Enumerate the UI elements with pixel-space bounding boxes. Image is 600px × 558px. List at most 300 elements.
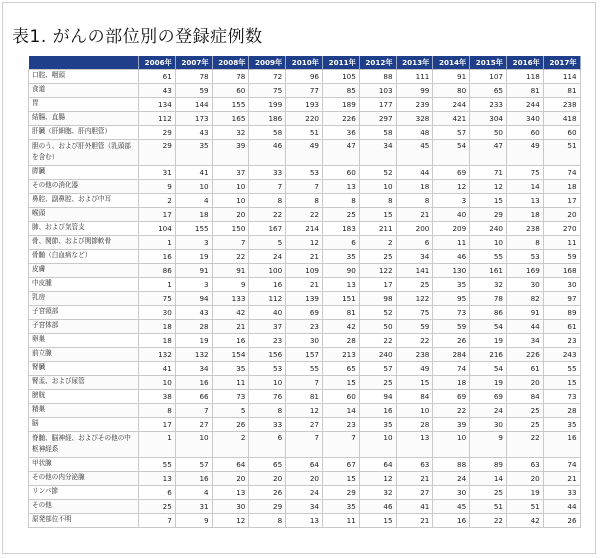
count-cell: 35 (322, 500, 359, 514)
count-cell: 34 (396, 250, 433, 264)
count-cell: 12 (286, 404, 323, 418)
site-name-cell: 骨、関節、および関節軟骨 (29, 236, 139, 250)
count-cell: 328 (396, 112, 433, 126)
count-cell: 15 (359, 514, 396, 528)
count-cell: 15 (543, 376, 580, 390)
count-cell: 12 (359, 472, 396, 486)
count-cell: 8 (249, 404, 286, 418)
count-cell: 5 (249, 236, 286, 250)
count-cell: 226 (322, 112, 359, 126)
site-name-cell: 口腔、咽頭 (29, 70, 139, 84)
count-cell: 103 (359, 84, 396, 98)
count-cell: 78 (175, 70, 212, 84)
count-cell: 214 (286, 222, 323, 236)
count-cell: 141 (396, 264, 433, 278)
count-cell: 58 (359, 126, 396, 140)
count-cell: 15 (396, 376, 433, 390)
count-cell: 13 (139, 472, 176, 486)
count-cell: 7 (286, 180, 323, 194)
count-cell: 81 (322, 306, 359, 320)
count-cell: 85 (322, 84, 359, 98)
count-cell: 33 (249, 418, 286, 432)
count-cell: 21 (396, 208, 433, 222)
count-cell: 132 (139, 348, 176, 362)
count-cell: 78 (470, 292, 507, 306)
count-cell: 61 (506, 362, 543, 376)
count-cell: 60 (506, 126, 543, 140)
count-cell: 17 (359, 278, 396, 292)
count-cell: 30 (139, 306, 176, 320)
count-cell: 60 (212, 84, 249, 98)
count-cell: 28 (543, 404, 580, 418)
count-cell: 67 (322, 458, 359, 472)
count-cell: 57 (433, 126, 470, 140)
count-cell: 304 (470, 112, 507, 126)
table-row (29, 140, 581, 166)
count-cell: 177 (359, 98, 396, 112)
count-cell: 8 (396, 194, 433, 208)
count-cell: 7 (286, 432, 323, 458)
count-cell: 6 (396, 236, 433, 250)
count-cell: 15 (322, 376, 359, 390)
count-cell: 19 (470, 376, 507, 390)
count-cell: 44 (506, 320, 543, 334)
count-cell: 20 (506, 376, 543, 390)
count-cell: 150 (212, 222, 249, 236)
table-row (29, 432, 581, 458)
count-cell: 89 (543, 306, 580, 320)
count-cell: 22 (249, 208, 286, 222)
count-cell: 95 (433, 292, 470, 306)
count-cell: 66 (175, 390, 212, 404)
count-cell: 8 (249, 514, 286, 528)
count-cell: 75 (396, 306, 433, 320)
count-cell: 58 (249, 126, 286, 140)
site-name-cell: リンパ節 (29, 486, 139, 500)
count-cell: 31 (175, 500, 212, 514)
count-cell: 53 (249, 362, 286, 376)
count-cell: 183 (322, 222, 359, 236)
count-cell: 44 (543, 500, 580, 514)
count-cell: 42 (212, 306, 249, 320)
count-cell: 1 (139, 236, 176, 250)
count-cell: 20 (249, 472, 286, 486)
site-name-cell: 肝臓（肝細胞、肝内胆管） (29, 126, 139, 140)
count-cell: 7 (175, 404, 212, 418)
count-cell: 69 (286, 306, 323, 320)
count-cell: 132 (175, 348, 212, 362)
count-cell: 71 (470, 166, 507, 180)
count-cell: 9 (212, 278, 249, 292)
count-cell: 100 (249, 264, 286, 278)
site-name-cell: 子宮頸部 (29, 306, 139, 320)
count-cell: 161 (470, 264, 507, 278)
count-cell: 41 (175, 166, 212, 180)
count-cell: 105 (322, 70, 359, 84)
count-cell: 270 (543, 222, 580, 236)
count-cell: 59 (433, 320, 470, 334)
site-name-cell: 前立腺 (29, 348, 139, 362)
count-cell: 10 (175, 432, 212, 458)
count-cell: 12 (470, 180, 507, 194)
site-name-cell: 脳 (29, 418, 139, 432)
site-name-cell: 皮膚 (29, 264, 139, 278)
count-cell: 1 (139, 278, 176, 292)
count-cell: 7 (249, 180, 286, 194)
count-cell: 69 (433, 390, 470, 404)
count-cell: 69 (470, 390, 507, 404)
count-cell: 65 (322, 362, 359, 376)
count-cell: 122 (396, 292, 433, 306)
count-cell: 10 (359, 180, 396, 194)
count-cell: 90 (322, 264, 359, 278)
count-cell: 18 (396, 180, 433, 194)
count-cell: 16 (543, 432, 580, 458)
count-cell: 16 (139, 250, 176, 264)
count-cell: 107 (470, 70, 507, 84)
count-cell: 28 (322, 334, 359, 348)
count-cell: 421 (433, 112, 470, 126)
count-cell: 18 (139, 320, 176, 334)
count-cell: 17 (543, 194, 580, 208)
count-cell: 59 (175, 84, 212, 98)
count-cell: 8 (506, 236, 543, 250)
count-cell: 18 (506, 208, 543, 222)
count-cell: 2 (139, 194, 176, 208)
count-cell: 24 (286, 486, 323, 500)
count-cell: 41 (139, 362, 176, 376)
count-cell: 73 (433, 306, 470, 320)
count-cell: 60 (543, 126, 580, 140)
count-cell: 20 (212, 472, 249, 486)
count-cell: 37 (249, 320, 286, 334)
table-row (29, 514, 581, 528)
count-cell: 144 (175, 98, 212, 112)
count-cell: 30 (286, 334, 323, 348)
count-cell: 1 (139, 432, 176, 458)
count-cell: 340 (506, 112, 543, 126)
count-cell: 10 (139, 376, 176, 390)
table-row (29, 418, 581, 432)
count-cell: 112 (139, 112, 176, 126)
count-cell: 53 (286, 166, 323, 180)
site-name-cell: 卵巣 (29, 334, 139, 348)
count-cell: 19 (470, 334, 507, 348)
count-cell: 59 (396, 320, 433, 334)
table-row (29, 404, 581, 418)
site-name-cell: 甲状腺 (29, 458, 139, 472)
count-cell: 46 (433, 250, 470, 264)
count-cell: 23 (286, 320, 323, 334)
count-cell: 14 (322, 404, 359, 418)
count-cell: 40 (433, 208, 470, 222)
count-cell: 49 (396, 362, 433, 376)
site-name-cell: 腎盂、および尿管 (29, 376, 139, 390)
count-cell: 18 (433, 376, 470, 390)
count-cell: 7 (286, 376, 323, 390)
count-cell: 61 (543, 320, 580, 334)
count-cell: 22 (506, 432, 543, 458)
header-year-cell: 2013年 (396, 56, 433, 70)
count-cell: 4 (175, 486, 212, 500)
count-cell: 238 (506, 222, 543, 236)
count-cell: 52 (359, 166, 396, 180)
count-cell: 30 (212, 500, 249, 514)
count-cell: 88 (433, 458, 470, 472)
count-cell: 12 (212, 514, 249, 528)
count-cell: 98 (359, 292, 396, 306)
count-cell: 97 (543, 292, 580, 306)
count-cell: 94 (175, 292, 212, 306)
count-cell: 76 (249, 390, 286, 404)
count-cell: 111 (396, 70, 433, 84)
count-cell: 28 (175, 320, 212, 334)
table-row (29, 306, 581, 320)
count-cell: 54 (470, 362, 507, 376)
count-cell: 22 (470, 514, 507, 528)
count-cell: 16 (212, 334, 249, 348)
table-row (29, 390, 581, 404)
count-cell: 151 (322, 292, 359, 306)
count-cell: 55 (543, 362, 580, 376)
count-cell: 74 (543, 458, 580, 472)
table-row (29, 292, 581, 306)
count-cell: 42 (322, 320, 359, 334)
count-cell: 3 (175, 236, 212, 250)
count-cell: 6 (322, 236, 359, 250)
header-year-cell: 2008年 (212, 56, 249, 70)
count-cell: 186 (249, 112, 286, 126)
count-cell: 20 (506, 472, 543, 486)
count-cell: 18 (139, 334, 176, 348)
count-cell: 74 (433, 362, 470, 376)
table-body (29, 70, 581, 528)
count-cell: 25 (322, 208, 359, 222)
site-name-cell: 脊髄、脳神経、およびその他の中枢神経系 (29, 432, 139, 458)
count-cell: 155 (212, 98, 249, 112)
header-year-cell: 2014年 (433, 56, 470, 70)
site-name-cell: 膵臓 (29, 166, 139, 180)
count-cell: 30 (543, 278, 580, 292)
site-name-cell: その他の内分泌腺 (29, 472, 139, 486)
count-cell: 21 (396, 514, 433, 528)
site-name-cell: 鼻腔、副鼻腔、および中耳 (29, 194, 139, 208)
count-cell: 47 (322, 140, 359, 166)
count-cell: 157 (286, 348, 323, 362)
count-cell: 26 (433, 334, 470, 348)
count-cell: 8 (286, 194, 323, 208)
count-cell: 139 (286, 292, 323, 306)
count-cell: 2 (359, 236, 396, 250)
count-cell: 35 (212, 362, 249, 376)
count-cell: 240 (470, 222, 507, 236)
site-name-cell: 腎臓 (29, 362, 139, 376)
count-cell: 45 (396, 140, 433, 166)
count-cell: 154 (212, 348, 249, 362)
count-cell: 7 (322, 432, 359, 458)
count-cell: 39 (212, 140, 249, 166)
count-cell: 22 (359, 334, 396, 348)
count-cell: 109 (286, 264, 323, 278)
header-year-cell: 2017年 (543, 56, 580, 70)
count-cell: 7 (212, 236, 249, 250)
count-cell: 82 (506, 292, 543, 306)
count-cell: 39 (433, 418, 470, 432)
count-cell: 19 (175, 334, 212, 348)
count-cell: 216 (470, 348, 507, 362)
count-cell: 130 (433, 264, 470, 278)
count-cell: 10 (470, 236, 507, 250)
count-cell: 29 (139, 126, 176, 140)
count-cell: 65 (249, 458, 286, 472)
count-cell: 25 (506, 404, 543, 418)
count-cell: 24 (433, 472, 470, 486)
count-cell: 112 (249, 292, 286, 306)
count-cell: 167 (249, 222, 286, 236)
count-cell: 15 (359, 208, 396, 222)
table-row (29, 458, 581, 472)
count-cell: 34 (175, 362, 212, 376)
count-cell: 10 (175, 180, 212, 194)
count-cell: 23 (322, 418, 359, 432)
site-name-cell: 原発部位不明 (29, 514, 139, 528)
count-cell: 86 (470, 306, 507, 320)
count-cell: 25 (359, 376, 396, 390)
count-cell: 22 (212, 250, 249, 264)
table-row (29, 98, 581, 112)
count-cell: 55 (470, 250, 507, 264)
site-name-cell: 胆のう、および肝外胆管（乳頭部を含む） (29, 140, 139, 166)
table-row (29, 486, 581, 500)
count-cell: 42 (506, 514, 543, 528)
count-cell: 10 (212, 180, 249, 194)
header-year-cell: 2016年 (506, 56, 543, 70)
table-row (29, 208, 581, 222)
count-cell: 27 (396, 486, 433, 500)
count-cell: 244 (433, 98, 470, 112)
count-cell: 11 (322, 514, 359, 528)
count-cell: 238 (396, 348, 433, 362)
count-cell: 19 (506, 486, 543, 500)
count-cell: 165 (212, 112, 249, 126)
count-cell: 99 (396, 84, 433, 98)
count-cell: 15 (322, 472, 359, 486)
count-cell: 10 (396, 404, 433, 418)
count-cell: 6 (139, 486, 176, 500)
count-cell: 118 (506, 70, 543, 84)
count-cell: 43 (175, 306, 212, 320)
count-cell: 20 (543, 208, 580, 222)
count-cell: 73 (212, 390, 249, 404)
count-cell: 25 (359, 250, 396, 264)
count-cell: 284 (433, 348, 470, 362)
count-cell: 114 (543, 70, 580, 84)
count-cell: 8 (249, 194, 286, 208)
count-cell: 10 (433, 432, 470, 458)
count-cell: 133 (212, 292, 249, 306)
count-cell: 25 (470, 486, 507, 500)
table-row (29, 334, 581, 348)
count-cell: 134 (139, 98, 176, 112)
count-cell: 47 (470, 140, 507, 166)
cases-by-site-table (28, 56, 581, 528)
site-name-cell: 胃 (29, 98, 139, 112)
header-year-cell: 2006年 (139, 56, 176, 70)
count-cell: 6 (249, 432, 286, 458)
table-title: 表1. がんの部位別の登録症例数 (12, 27, 263, 47)
count-cell: 80 (433, 84, 470, 98)
count-cell: 9 (139, 180, 176, 194)
table-row (29, 236, 581, 250)
count-cell: 238 (543, 98, 580, 112)
count-cell: 51 (543, 140, 580, 166)
count-cell: 21 (286, 278, 323, 292)
count-cell: 240 (359, 348, 396, 362)
table-row (29, 362, 581, 376)
count-cell: 13 (286, 514, 323, 528)
header-year-cell: 2015年 (470, 56, 507, 70)
header-year-cell: 2007年 (175, 56, 212, 70)
count-cell: 20 (212, 208, 249, 222)
count-cell: 168 (543, 264, 580, 278)
header-year-cell: 2010年 (286, 56, 323, 70)
count-cell: 169 (506, 264, 543, 278)
count-cell: 32 (359, 486, 396, 500)
count-cell: 34 (359, 140, 396, 166)
count-cell: 8 (139, 404, 176, 418)
count-cell: 45 (433, 500, 470, 514)
count-cell: 244 (506, 98, 543, 112)
count-cell: 104 (139, 222, 176, 236)
count-cell: 30 (506, 278, 543, 292)
count-cell: 211 (359, 222, 396, 236)
count-cell: 46 (359, 500, 396, 514)
count-cell: 61 (139, 70, 176, 84)
count-cell: 8 (322, 194, 359, 208)
count-cell: 30 (433, 486, 470, 500)
table-row (29, 320, 581, 334)
count-cell: 14 (470, 472, 507, 486)
count-cell: 38 (139, 390, 176, 404)
site-name-cell: 食道 (29, 84, 139, 98)
count-cell: 12 (433, 180, 470, 194)
count-cell: 22 (396, 334, 433, 348)
count-cell: 16 (249, 278, 286, 292)
count-cell: 91 (212, 264, 249, 278)
count-cell: 29 (470, 208, 507, 222)
count-cell: 13 (506, 194, 543, 208)
table-row (29, 70, 581, 84)
count-cell: 63 (506, 458, 543, 472)
count-cell: 18 (175, 208, 212, 222)
site-name-cell: その他の消化器 (29, 180, 139, 194)
count-cell: 14 (506, 180, 543, 194)
site-name-cell: 中皮腫 (29, 278, 139, 292)
count-cell: 81 (506, 84, 543, 98)
count-cell: 24 (249, 250, 286, 264)
count-cell: 36 (322, 126, 359, 140)
count-cell: 13 (396, 432, 433, 458)
count-cell: 72 (249, 70, 286, 84)
site-name-cell: 精巣 (29, 404, 139, 418)
count-cell: 209 (433, 222, 470, 236)
count-cell: 74 (543, 166, 580, 180)
count-cell: 199 (249, 98, 286, 112)
table-row (29, 166, 581, 180)
table-row (29, 278, 581, 292)
count-cell: 75 (139, 292, 176, 306)
count-cell: 13 (322, 180, 359, 194)
